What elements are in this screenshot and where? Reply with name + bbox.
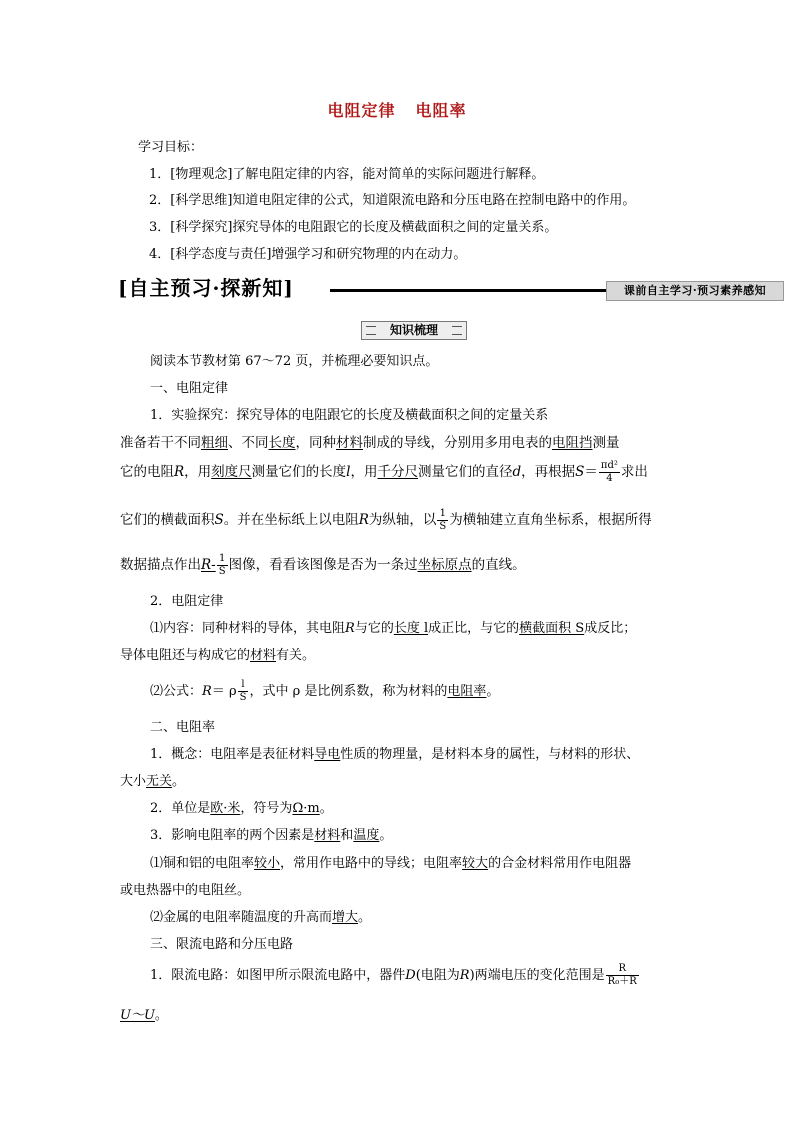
objective-item: 4．[科学态度与责任]增强学习和研究物理的内在动力。	[149, 247, 467, 262]
paragraph-line: ⑵金属的电阻率随温度的升高而增大。	[150, 910, 372, 925]
objective-item: 1．[物理观念]了解电阻定律的内容，能对简单的实际问题进行解释。	[149, 167, 545, 182]
reciprocal-fraction: $\frac{1}{S}$	[439, 508, 447, 532]
paragraph-line: 3．影响电阻率的两个因素是材料和温度。	[150, 828, 393, 843]
paragraph-line: 1．概念：电阻率是表征材料导电性质的物理量，是材料本身的属性，与材料的形状、	[150, 747, 640, 762]
paragraph-line: 2．单位是欧·米，符号为Ω·m。	[150, 801, 333, 816]
subheading-experiment: 1．实验探究：探究导体的电阻跟它的长度及横截面积之间的定量关系	[150, 408, 549, 423]
paragraph-line: 它的电阻R，用刻度尺测量它们的长度l，用千分尺测量它们的直径d，再根据S＝ $\frac{\text{πd²}}{4}$ 求出	[120, 460, 648, 484]
section-label: [自主预习·探新知]	[118, 276, 294, 300]
section-tag: 课前自主学习·预习素养感知	[606, 281, 784, 301]
heading-resistivity: 二、电阻率	[150, 720, 216, 735]
paragraph-line: ⑵公式：R＝ ρ $\frac{l}{S}$ ，式中 ρ 是比例系数，称为材料的电阻率。	[150, 679, 500, 703]
voltage-range-fraction: $\frac{R}{\text{R₀＋R}}$	[607, 963, 637, 987]
page-title	[0, 98, 794, 121]
title-part2: 电阻率	[415, 101, 467, 120]
knowledge-box-label: 知识梳理	[361, 321, 467, 340]
resistance-formula-fraction: $\frac{l}{S}$	[239, 679, 247, 703]
graph-axis-fraction: $\frac{1}{S}$	[218, 553, 226, 577]
title-part1: 电阻定律	[327, 101, 396, 120]
objectives-heading: 学习目标：	[138, 140, 204, 155]
paragraph-line: 准备若干不同粗细、不同长度，同种材料制成的导线，分别用多用电表的电阻挡测量	[120, 435, 620, 451]
paragraph-line: 导体电阻还与构成它的材料有关。	[120, 648, 316, 663]
heading-resistance-law: 一、电阻定律	[150, 381, 229, 396]
paragraph-line: ⑴内容：同种材料的导体，其电阻R与它的长度 l成正比，与它的横截面积 S成反比；	[150, 621, 637, 636]
paragraph-line: 它们的横截面积S。并在坐标纸上以电阻R为纵轴，以 $\frac{1}{S}$ 为横轴建立直角坐标系，根据所得	[120, 508, 652, 532]
area-formula-fraction: $\frac{\text{πd²}}{4}$	[600, 460, 618, 484]
objective-item: 2．[科学思维]知道电阻定律的公式，知道限流电路和分压电路在控制电路中的作用。	[149, 193, 636, 208]
subheading-resistance-law: 2．电阻定律	[150, 594, 224, 609]
section-rule	[330, 289, 606, 292]
heading-circuits: 三、限流电路和分压电路	[150, 937, 294, 952]
objective-item: 3．[科学探究]探究导体的电阻跟它的长度及横截面积之间的定量关系。	[149, 220, 558, 235]
paragraph-line: 1．限流电路：如图甲所示限流电路中，器件D(电阻为R)两端电压的变化范围是 $\frac{R}{\text{R₀＋R}}$	[150, 963, 637, 987]
paragraph-line: 或电热器中的电阻丝。	[120, 883, 251, 898]
intro-text: 阅读本节教材第 67～72 页，并梳理必要知识点。	[150, 354, 439, 369]
paragraph-line: 大小无关。	[120, 774, 186, 789]
paragraph-line: 数据描点作出R- $\frac{1}{S}$ 图像，看看该图像是否为一条过坐标原点的直线。	[120, 553, 526, 577]
paragraph-line: U～U。	[120, 1008, 168, 1023]
paragraph-line: ⑴铜和铝的电阻率较小，常用作电路中的导线；电阻率较大的合金材料常用作电阻器	[150, 856, 632, 871]
section-header	[118, 272, 784, 300]
